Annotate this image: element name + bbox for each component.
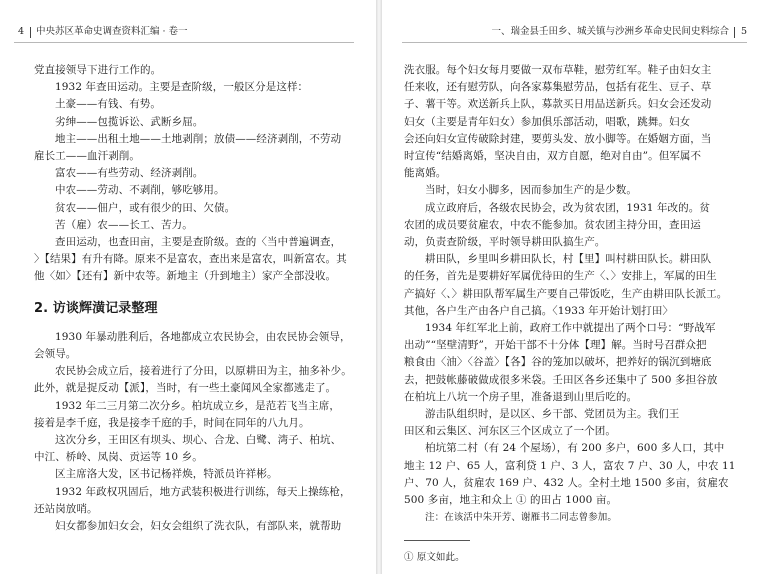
body-paragraph-line: 1934 年红军北上前，政府工作中就提出了两个口号：“野战军 bbox=[425, 322, 716, 335]
body-paragraph-line: 成立政府后，各级农民协会，改为贫农团，1931 年改的。贫 bbox=[425, 201, 710, 214]
body-paragraph-line: 在柏坑上八坑一个房子里，准备退到山里后吃的。 bbox=[404, 390, 638, 403]
left-bottom-paragraphs bbox=[34, 329, 352, 535]
right-page-body bbox=[404, 62, 736, 567]
body-paragraph-line: 1932 年查田运动。主要是查阶级，一般区分是这样： bbox=[55, 81, 309, 94]
header-divider bbox=[30, 27, 31, 38]
body-paragraph-line: 雇长工——血汗剥削。 bbox=[34, 150, 140, 163]
body-paragraph-line: 土豪——有钱、有势。 bbox=[55, 98, 161, 111]
body-paragraph-line: 妇女都参加妇女会，妇女会组织了洗衣队，有部队来，就帮助 bbox=[55, 520, 342, 533]
body-paragraph-line: 柏坑第二村（有 24 个屋场），有 200 多户，600 多人口，其中 bbox=[425, 442, 725, 455]
body-paragraph-line: 妇女（主要是青年妇女）参加俱乐部活动，唱歌，跳舞。妇女 bbox=[404, 115, 691, 128]
body-paragraph-line: 出动”“坚壁清野”，开始干部不十分体【理】解。当时号召群众把 bbox=[404, 339, 707, 352]
section-title: 2. 访谈辉潢记录整理 bbox=[34, 300, 158, 316]
body-paragraph-line: 能离婚。 bbox=[404, 167, 447, 180]
body-paragraph-line: 户、70 人，贫雇农 169 户、432 人。全村土地 1500 多亩，贫雇农 bbox=[404, 476, 729, 489]
body-paragraph-line: 党直接领导下进行工作的。 bbox=[34, 64, 162, 76]
body-paragraph-line: 会还向妇女宣传破除封建，要剪头发、放小脚等。在婚姻方面，当 bbox=[404, 132, 712, 145]
body-paragraph-line: 动，负责查阶级，平时领导耕田队搞生产。 bbox=[404, 236, 606, 249]
body-paragraph-line: 〉【结果】有升有降。原来不是富农，查出来是富农，叫新富农。其 bbox=[34, 253, 347, 266]
body-paragraph-line: 农团的成员要贫雇农，中农不能参加。贫农团主持分田，查田运 bbox=[404, 218, 701, 231]
body-paragraph-line: 游击队组织时，是以区、乡干部、党团员为主。我们王 bbox=[425, 408, 680, 421]
body-paragraph-line: 此外，就是捉反动【派】，当时，有一些土豪闻风全家都逃走了。 bbox=[34, 382, 337, 395]
body-paragraph-line: 粮食由〈油〉〈谷盖〉【各】谷的笼加以破坏，把养好的锅沉到塘底 bbox=[404, 356, 712, 369]
body-paragraph-line: 子、薯干等。欢送新兵上队，募款买日用品送新兵。妇女会还发动 bbox=[404, 98, 712, 111]
body-paragraph-line: 劣绅——包揽诉讼、武断乡屈。 bbox=[55, 115, 204, 128]
body-paragraph-line: 洗衣服。每个妇女每月要做一双布草鞋，慰劳红军。鞋子由妇女主 bbox=[404, 64, 712, 76]
right-paragraphs bbox=[404, 62, 736, 509]
body-paragraph-line: 当时，妇女小脚多，因而参加生产的是少数。 bbox=[425, 184, 637, 197]
body-paragraph-line: 区主席洛大发，区书记杨祥焕，特派员许祥彬。 bbox=[55, 468, 278, 481]
right-running-title: 一、瑞金县壬田乡、城关镇与沙洲乡革命史民间史料综合 bbox=[491, 26, 729, 37]
right-page-header bbox=[402, 22, 747, 43]
body-paragraph-line: 任来收，还有慰劳队，向各家募集慰劳品，包括有花生、豆子、草 bbox=[404, 81, 712, 94]
footnote-rule bbox=[404, 540, 470, 541]
left-page-body bbox=[34, 62, 352, 535]
body-paragraph-line: 田区和云集区、河东区三个区成立了一个团。 bbox=[404, 425, 616, 438]
body-paragraph-line: 中江、桥岭、凤岗、贡运等 10 乡。 bbox=[34, 451, 203, 464]
body-paragraph-line: 去，把鼓帐藤破做成很多米袋。壬田区各乡还集中了 500 多担谷放 bbox=[404, 373, 718, 386]
left-top-paragraphs bbox=[34, 62, 347, 286]
body-paragraph-line: 接着是李千庭，我是接李千庭的手，时间在同年的八九月。 bbox=[34, 416, 310, 429]
left-page-header bbox=[14, 22, 354, 43]
body-paragraph-line: 地主——出租土地——土地剥削；放债——经济剥削，不劳动 bbox=[55, 132, 342, 145]
body-paragraph-line: 耕田队，乡里叫乡耕田队长，村【里】叫村耕田队长。耕田队 bbox=[425, 253, 712, 266]
body-paragraph-line: 1932 年政权巩固后，地方武装积极进行训练，每天上操练枪， bbox=[55, 485, 351, 498]
header-divider bbox=[734, 27, 735, 38]
body-paragraph-line: 还站岗放哨。 bbox=[34, 502, 98, 515]
body-paragraph-line: 农民协会成立后，接着进行了分田，以原耕田为主，抽多补少。 bbox=[55, 365, 352, 378]
left-running-title: 中央苏区革命史调查资料汇编 · 卷一 bbox=[36, 26, 188, 37]
body-paragraph-line: 苦（雇）农——长工、苦力。 bbox=[55, 218, 193, 231]
body-paragraph-line: 贫农——佃户，或有很少的田、欠债。 bbox=[55, 201, 236, 214]
footnote: ① 原文如此。 bbox=[404, 552, 465, 564]
right-page-number: 5 bbox=[740, 26, 747, 37]
left-page bbox=[0, 0, 376, 574]
left-page-number: 4 bbox=[18, 26, 25, 37]
body-paragraph-line: 时宣传“结婚离婚，坚决自由，双方自愿，绝对自由”。但军属不 bbox=[404, 150, 702, 163]
body-paragraph-line: 这次分乡，王田区有坝头、坝心、合龙、白鹭、湾子、柏坑、 bbox=[55, 434, 342, 447]
body-paragraph-line: 1930 年暴动胜利后，各地都成立农民协会，由农民协会领导， bbox=[55, 330, 351, 343]
body-paragraph-line: 富农——有些劳动、经济剥削。 bbox=[55, 167, 204, 180]
body-paragraph-line: 产搞好〈、〉耕田队帮军属生产要自己带饭吃，生产由耕田队长派工。 bbox=[404, 287, 728, 300]
body-paragraph-line: 中农——劳动、不剥削，够吃够用。 bbox=[55, 184, 225, 197]
right-page bbox=[382, 0, 758, 574]
body-paragraph-line: 他〈如〉【还有】新中农等。新地主（升到地主）家产全部没收。 bbox=[34, 270, 337, 283]
body-paragraph-line: 地主 12 户、65 人，富利贷 1 户、3 人，富农 7 户、30 人，中农 11 bbox=[404, 459, 736, 472]
body-paragraph-line: 500 多亩，地主和众上 ① 的田占 1000 亩。 bbox=[404, 494, 618, 507]
body-paragraph-line: 查田运动，也查田亩，主要是查阶级。查的〈当中普遍调查， bbox=[55, 236, 342, 249]
body-paragraph-line: 会领导。 bbox=[34, 348, 77, 361]
body-paragraph-line: 其他，各户生产由各户自己搞。〈1933 年开始计划打田〉 bbox=[404, 304, 674, 317]
body-paragraph-line: 1932 年二三月第二次分乡。柏坑成立乡，是范若飞当主席， bbox=[55, 399, 340, 412]
body-paragraph-line: 的任务，首先是要耕好军属优待田的生产〈、〉安排上，军属的田生 bbox=[404, 270, 717, 283]
editor-note: 注：在该活中朱开芳、谢雁书二同志曾参加。 bbox=[425, 512, 618, 524]
